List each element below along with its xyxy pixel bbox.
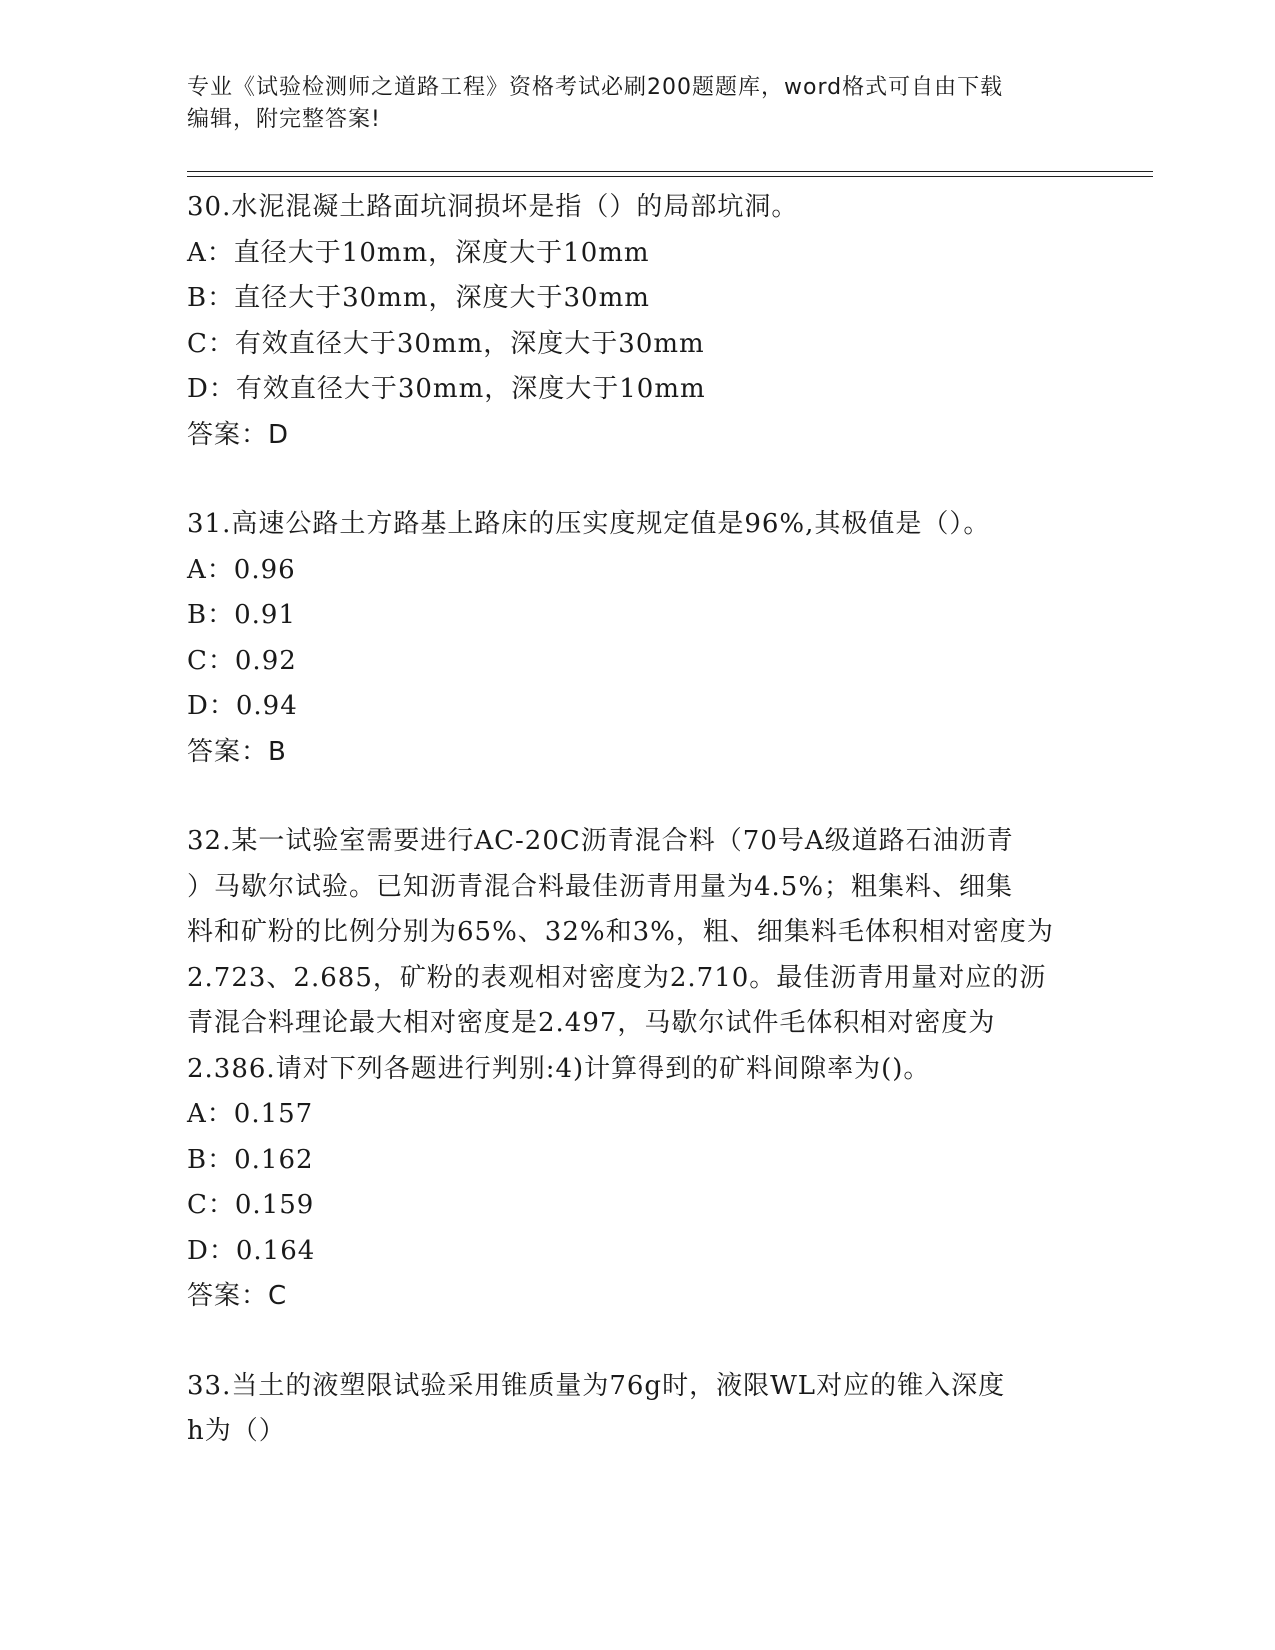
option-c: C：0.159 [187,1190,315,1220]
question-stem [187,819,1087,1092]
question-30 [187,185,1087,458]
option-d: D：0.94 [187,691,298,721]
answer-label: 答案：B [187,736,287,767]
option-b: B：0.91 [187,600,296,630]
stem-line: 31.高速公路土方路基上路床的压实度规定值是96%,其极值是（）。 [187,509,991,539]
header-line-2: 编辑，附完整答案! [187,107,381,132]
answer-label: 答案：D [187,419,290,450]
header-line-1: 专业《试验检测师之道路工程》资格考试必刷200题题库，word格式可自由下载 [187,75,1004,100]
option-a: A：0.96 [187,554,296,585]
option-a: A：直径大于10mm，深度大于10mm [187,237,650,268]
question-31 [187,502,1087,775]
question-stem [187,502,1087,548]
question-list [187,185,1087,1499]
stem-line: h为（） [187,1416,286,1446]
stem-line: 2.723、2.685，矿粉的表观相对密度为2.710。最佳沥青用量对应的沥 [187,962,1047,993]
stem-line: ）马歇尔试验。已知沥青混合料最佳沥青用量为4.5%；粗集料、细集 [187,871,1014,902]
document-header [187,72,1087,136]
option-c: C：有效直径大于30mm，深度大于30mm [187,328,705,359]
question-33 [187,1364,1087,1455]
stem-line: 33.当土的液塑限试验采用锥质量为76g时，液限WL对应的锥入深度 [187,1370,1006,1401]
answer-label: 答案：C [187,1281,288,1311]
option-a: A：0.157 [187,1099,314,1129]
stem-line: 料和矿粉的比例分别为65%、32%和3%，粗、细集料毛体积相对密度为 [187,917,1054,947]
option-c: C：0.92 [187,645,297,676]
header-divider-top [187,171,1153,172]
stem-line: 30.水泥混凝土路面坑洞损坏是指（）的局部坑洞。 [187,192,799,222]
option-d: D：0.164 [187,1235,316,1266]
option-d: D：有效直径大于30mm，深度大于10mm [187,374,706,404]
question-32 [187,819,1087,1320]
stem-line: 2.386.请对下列各题进行判别:4)计算得到的矿料间隙率为()。 [187,1053,931,1084]
header-divider-bottom [187,176,1153,177]
stem-line: 32.某一试验室需要进行AC-20C沥青混合料（70号A级道路石油沥青 [187,826,1014,856]
stem-line: 青混合料理论最大相对密度是2.497，马歇尔试件毛体积相对密度为 [187,1008,996,1038]
option-b: B：0.162 [187,1144,314,1175]
question-stem [187,185,1087,231]
question-stem [187,1364,1087,1455]
option-b: B：直径大于30mm，深度大于30mm [187,283,650,313]
